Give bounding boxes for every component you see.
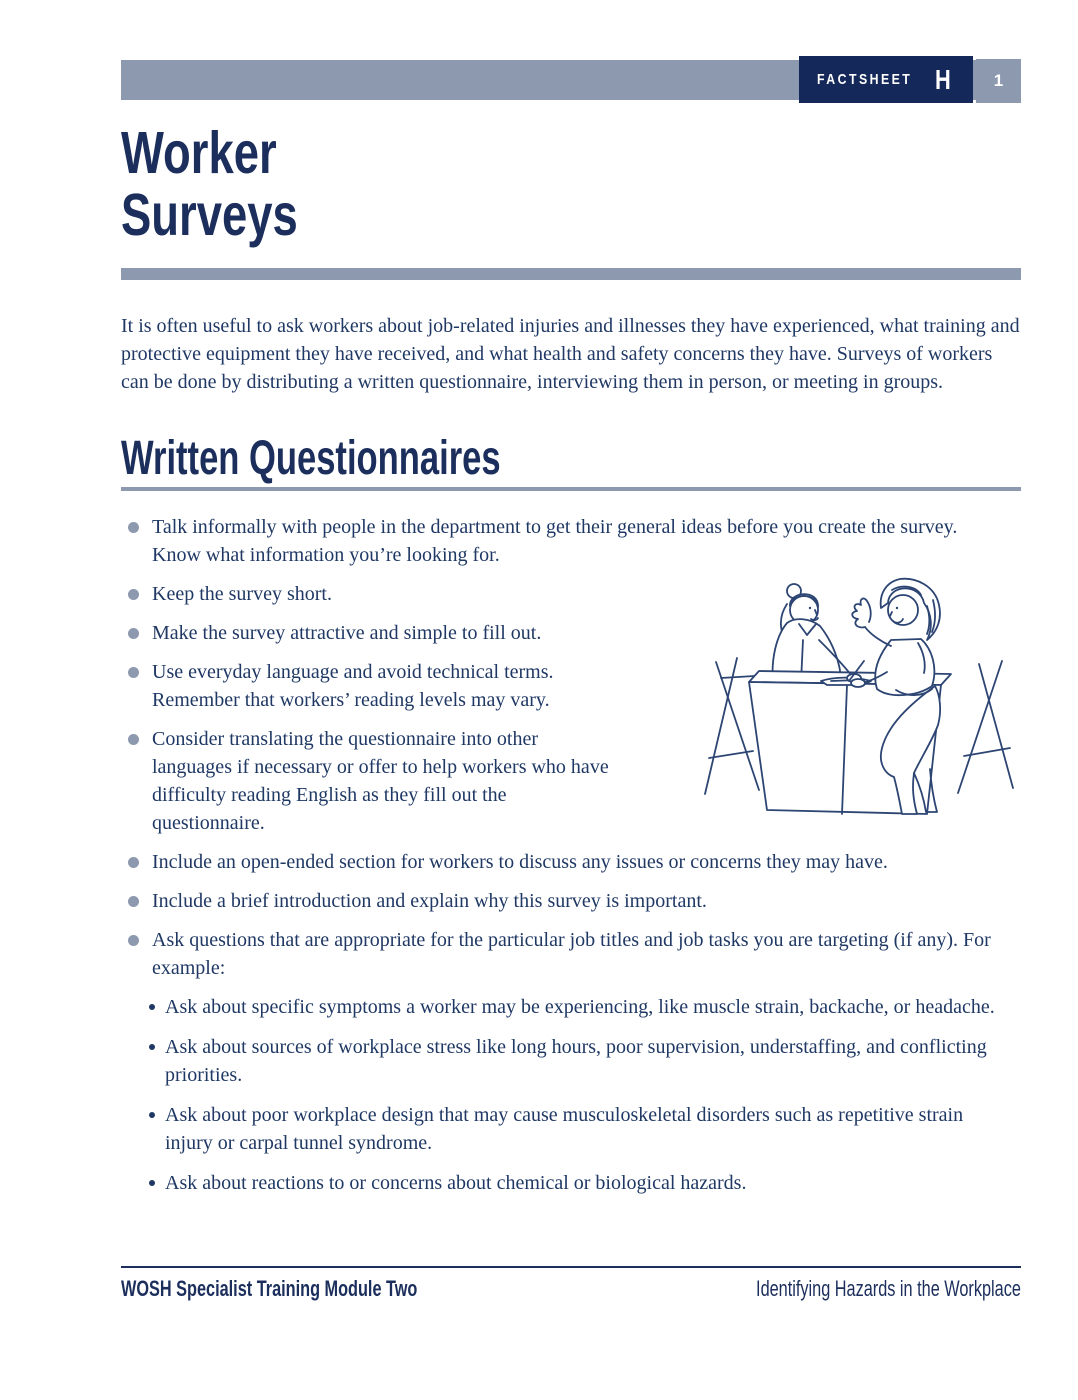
bullet-text: Ask questions that are appropriate for the particular job titles and job tasks you are targeting (if any). For example: — [152, 929, 991, 979]
bullet-dot-icon — [128, 857, 139, 868]
factsheet-label: FACTSHEET — [816, 71, 912, 88]
bullet-item — [121, 725, 1021, 837]
bullet-text: Consider translating the questionnaire into other languages if necessary or offer to help workers who have difficulty reading English as they fill out the questionnaire. — [152, 728, 609, 834]
page-title — [121, 122, 1021, 246]
page-number-badge — [976, 59, 1021, 103]
footer-module-title: WOSH Specialist Training Module Two — [121, 1276, 418, 1301]
bullet-item — [121, 926, 1021, 982]
sub-bullet-dot-icon — [149, 1112, 155, 1118]
sub-bullet-list — [121, 993, 1021, 1197]
page-title-line1: Worker — [121, 120, 277, 186]
page-footer — [121, 1266, 1021, 1302]
bullet-item — [121, 848, 1021, 876]
footer-section-title: Identifying Hazards in the Workplace — [756, 1276, 1021, 1301]
bullet-item — [121, 887, 1021, 915]
sub-bullet-item — [121, 1169, 1021, 1197]
sub-bullet-dot-icon — [149, 1180, 155, 1186]
bullet-dot-icon — [128, 522, 139, 533]
bullet-dot-icon — [128, 896, 139, 907]
bullet-item — [121, 513, 1021, 569]
factsheet-letter: H — [934, 63, 951, 95]
sub-bullet-text: Ask about specific symptoms a worker may be experiencing, like muscle strain, backache, or headache. — [165, 996, 995, 1018]
bullet-item — [121, 658, 1021, 714]
header-bar — [121, 60, 1021, 100]
bullet-item — [121, 580, 1021, 608]
bullet-text: Include an open-ended section for workers to discuss any issues or concerns they may have. — [152, 851, 888, 873]
bullet-dot-icon — [128, 935, 139, 946]
bullet-text: Include a brief introduction and explain why this survey is important. — [152, 890, 707, 912]
footer-rule — [121, 1266, 1021, 1268]
sub-bullet-item — [121, 993, 1021, 1021]
bullet-dot-icon — [128, 628, 139, 639]
bullet-dot-icon — [128, 667, 139, 678]
bullet-text: Keep the survey short. — [152, 583, 332, 605]
sub-bullet-dot-icon — [149, 1044, 155, 1050]
bullet-text: Make the survey attractive and simple to fill out. — [152, 622, 542, 644]
section-heading-rule — [121, 487, 1021, 491]
sub-bullet-text: Ask about poor workplace design that may cause musculoskeletal disorders such as repetitive strain injury or carpal tunnel syndrome. — [165, 1104, 964, 1154]
page-number: 1 — [993, 71, 1004, 90]
sub-bullet-item — [121, 1101, 1021, 1157]
bullet-list — [121, 513, 1021, 1209]
section-heading-text: Written Questionnaires — [121, 432, 501, 485]
intro-paragraph: It is often useful to ask workers about job-related injuries and illnesses they have experienced, what training and protective equipment they have received, and what health and safety concerns they have. Surveys of workers can be done by distributing a written questionnaire, interviewing them in person, or meeting in groups. — [121, 315, 1020, 393]
page-title-line2: Surveys — [121, 182, 298, 248]
bullet-dot-icon — [128, 734, 139, 745]
bullet-dot-icon — [128, 589, 139, 600]
sub-bullet-dot-icon — [149, 1004, 155, 1010]
sub-bullet-text: Ask about reactions to or concerns about chemical or biological hazards. — [165, 1172, 747, 1194]
bullet-text: Talk informally with people in the department to get their general ideas before you create the survey. Know what information you’re looking for. — [152, 516, 958, 566]
title-divider-bar — [121, 268, 1021, 280]
bullet-text: Use everyday language and avoid technical terms. Remember that workers’ reading levels may vary. — [152, 661, 554, 711]
sub-bullet-item — [121, 1033, 1021, 1089]
factsheet-badge — [799, 56, 973, 103]
section-heading — [121, 432, 1021, 485]
sub-bullet-text: Ask about sources of workplace stress like long hours, poor supervision, understaffing, and conflicting priorities. — [165, 1036, 987, 1086]
bullet-item — [121, 619, 1021, 647]
